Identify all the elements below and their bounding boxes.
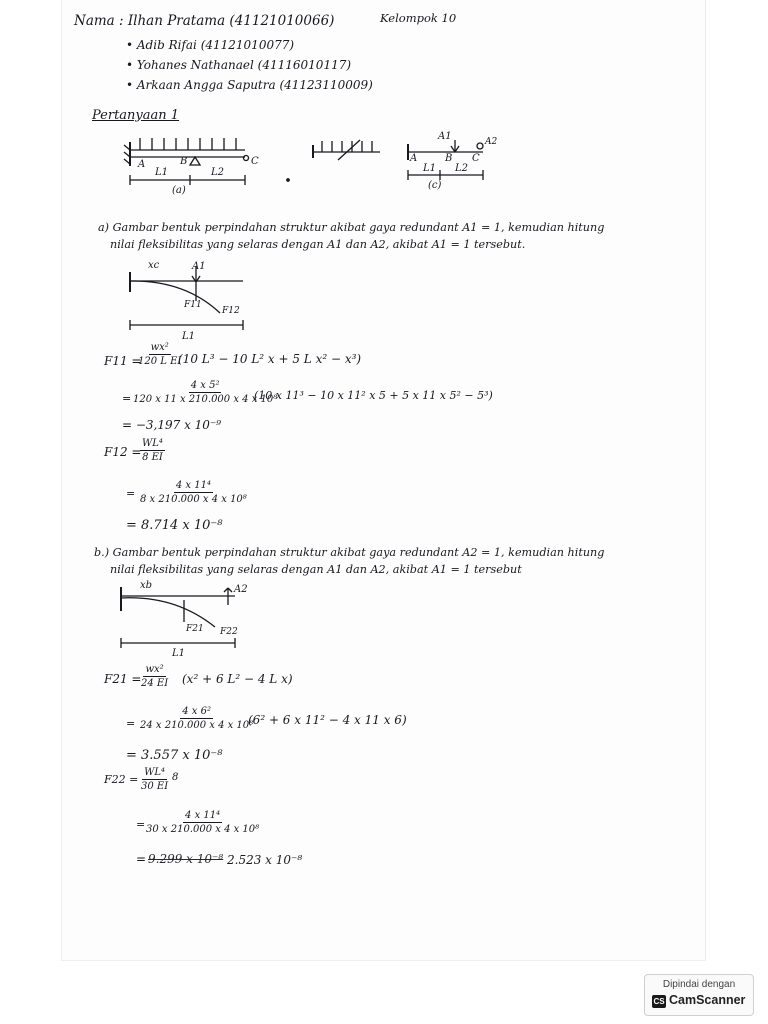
redundant-a2-mark <box>477 143 483 149</box>
deflection-curve-a <box>130 281 220 313</box>
f11-lhs: F11 = <box>104 354 142 368</box>
label-f11: F11 <box>184 300 202 310</box>
f11-numerator: wx² <box>150 342 169 353</box>
f21-tail: (x² + 6 L² − 4 L x) <box>182 672 293 686</box>
f22-side-note: 8 <box>172 772 179 783</box>
label-diag-b-l1: L1 <box>172 648 186 659</box>
label-c-c: C <box>472 153 480 164</box>
f11-result: = −3,197 x 10⁻⁹ <box>122 418 222 432</box>
f12-denominator: 8 EI <box>142 452 163 463</box>
section-a-text-2: nilai fleksibilitas yang selaras dengan A1 dan A2, akibat A1 = 1 tersebut. <box>110 238 526 251</box>
label-f12: F12 <box>222 306 240 316</box>
label-c: C <box>251 156 259 167</box>
f12-result: = 8.714 x 10⁻⁸ <box>126 518 223 533</box>
f11-sub-numerator: 4 x 5² <box>190 380 220 391</box>
label-diag-l1: L1 <box>182 331 196 342</box>
section-a-text-1: a) Gambar bentuk perpindahan struktur akibat gaya redundant A1 = 1, kemudian hitung <box>98 221 605 234</box>
f22-lhs: F22 = <box>104 773 139 786</box>
f12-sub-denominator: 8 x 210.000 x 4 x 10⁸ <box>140 494 247 505</box>
f21-sub-tail: (6² + 6 x 11² − 4 x 11 x 6) <box>248 713 407 727</box>
f22-sub-numerator: 4 x 11⁴ <box>185 810 221 821</box>
f22-numerator: WL⁴ <box>144 767 166 778</box>
f21-fraction <box>141 664 168 689</box>
f21-sub-fraction <box>140 706 253 731</box>
f21-sub-lead: = <box>126 717 136 730</box>
name-line-4: • Arkaan Angga Saputra (41123110009) <box>126 78 373 92</box>
label-a: A <box>138 159 146 170</box>
label-c-l2: L2 <box>455 163 469 174</box>
scanned-with-label: Dipindai dengan <box>662 979 736 990</box>
section-b-text-2: nilai fleksibilitas yang selaras dengan A1 dan A2, akibat A1 = 1 tersebut <box>110 563 522 576</box>
label-l1: L1 <box>155 167 169 178</box>
label-c-a: A <box>410 153 418 164</box>
f22-sub-denominator: 30 x 210.000 x 4 x 10⁸ <box>146 824 260 835</box>
f22-fraction <box>141 767 168 792</box>
name-line-1: Nama : Ilhan Pratama (41121010066) <box>74 13 335 29</box>
caption-a: (a) <box>172 185 186 196</box>
label-xb: xb <box>140 580 153 591</box>
label-c-a1: A1 <box>438 131 452 142</box>
roller-support-b <box>190 157 200 165</box>
joint-c <box>244 156 249 161</box>
f11-sub-tail: (10 x 11³ − 10 x 11² x 5 + 5 x 11 x 5² − 5³) <box>254 389 493 402</box>
name-line-2: • Adib Rifai (41121010077) <box>126 38 295 52</box>
f22-result: 2.523 x 10⁻⁸ <box>227 853 303 867</box>
f12-sub-numerator: 4 x 11⁴ <box>175 480 211 491</box>
f22-crossed-value: 9.299 x 10⁻⁸ <box>148 852 224 866</box>
f21-denominator: 24 EI <box>141 678 169 689</box>
camscanner-app-name: CamScanner <box>669 993 746 1007</box>
f22-sub-fraction <box>146 810 259 835</box>
label-l2: L2 <box>211 167 225 178</box>
f21-numerator: wx² <box>145 664 164 675</box>
section-b-text-1: b.) Gambar bentuk perpindahan struktur akibat gaya redundant A2 = 1, kemudian hitung <box>94 546 605 559</box>
f12-sub-fraction <box>140 480 247 505</box>
f21-sub-denominator: 24 x 210.000 x 4 x 10⁸ <box>140 720 254 731</box>
f11-sub-lead: = <box>122 392 132 405</box>
cross-out-mark <box>338 140 360 160</box>
label-c-l1: L1 <box>423 163 437 174</box>
camscanner-badge <box>644 974 754 1016</box>
beam-a-load-arrows <box>140 138 236 150</box>
f12-numerator: WL⁴ <box>142 438 163 449</box>
camscanner-logo-icon: CS <box>653 997 665 1006</box>
caption-c: (c) <box>428 180 442 191</box>
f12-lhs: F12 = <box>104 445 142 459</box>
deflection-curve-b <box>121 598 215 627</box>
group-label: Kelompok 10 <box>380 11 457 25</box>
f22-denominator: 30 EI <box>141 781 169 792</box>
f11-denominator: 120 L EI <box>138 356 182 367</box>
label-f22: F22 <box>220 627 238 637</box>
f12-fraction <box>140 438 165 463</box>
name-line-3: • Yohanes Nathanael (41116010117) <box>126 58 352 72</box>
f21-lhs: F21 = <box>104 672 142 686</box>
label-f21: F21 <box>186 624 204 634</box>
f21-result: = 3.557 x 10⁻⁸ <box>126 748 223 763</box>
question-title: Pertanyaan 1 <box>92 108 180 123</box>
f11-tail: (10 L³ − 10 L² x + 5 L x² − x³) <box>178 352 362 366</box>
f21-sub-numerator: 4 x 6² <box>182 706 211 717</box>
label-c-a2: A2 <box>485 137 498 147</box>
f22-sub-lead: = <box>136 818 146 831</box>
label-b: B <box>180 156 188 167</box>
label-c-b: B <box>445 153 453 164</box>
label-xc: xc <box>148 260 160 271</box>
f22-result-lead: = <box>136 852 147 866</box>
label-diag-a2: A2 <box>234 584 248 595</box>
f11-fraction <box>138 342 181 367</box>
label-diag-a1: A1 <box>192 261 206 272</box>
f12-sub-lead: = <box>126 487 136 500</box>
f11-sub-denominator: 120 x 11 x 210.000 x 4 x 10⁸ <box>133 394 278 405</box>
